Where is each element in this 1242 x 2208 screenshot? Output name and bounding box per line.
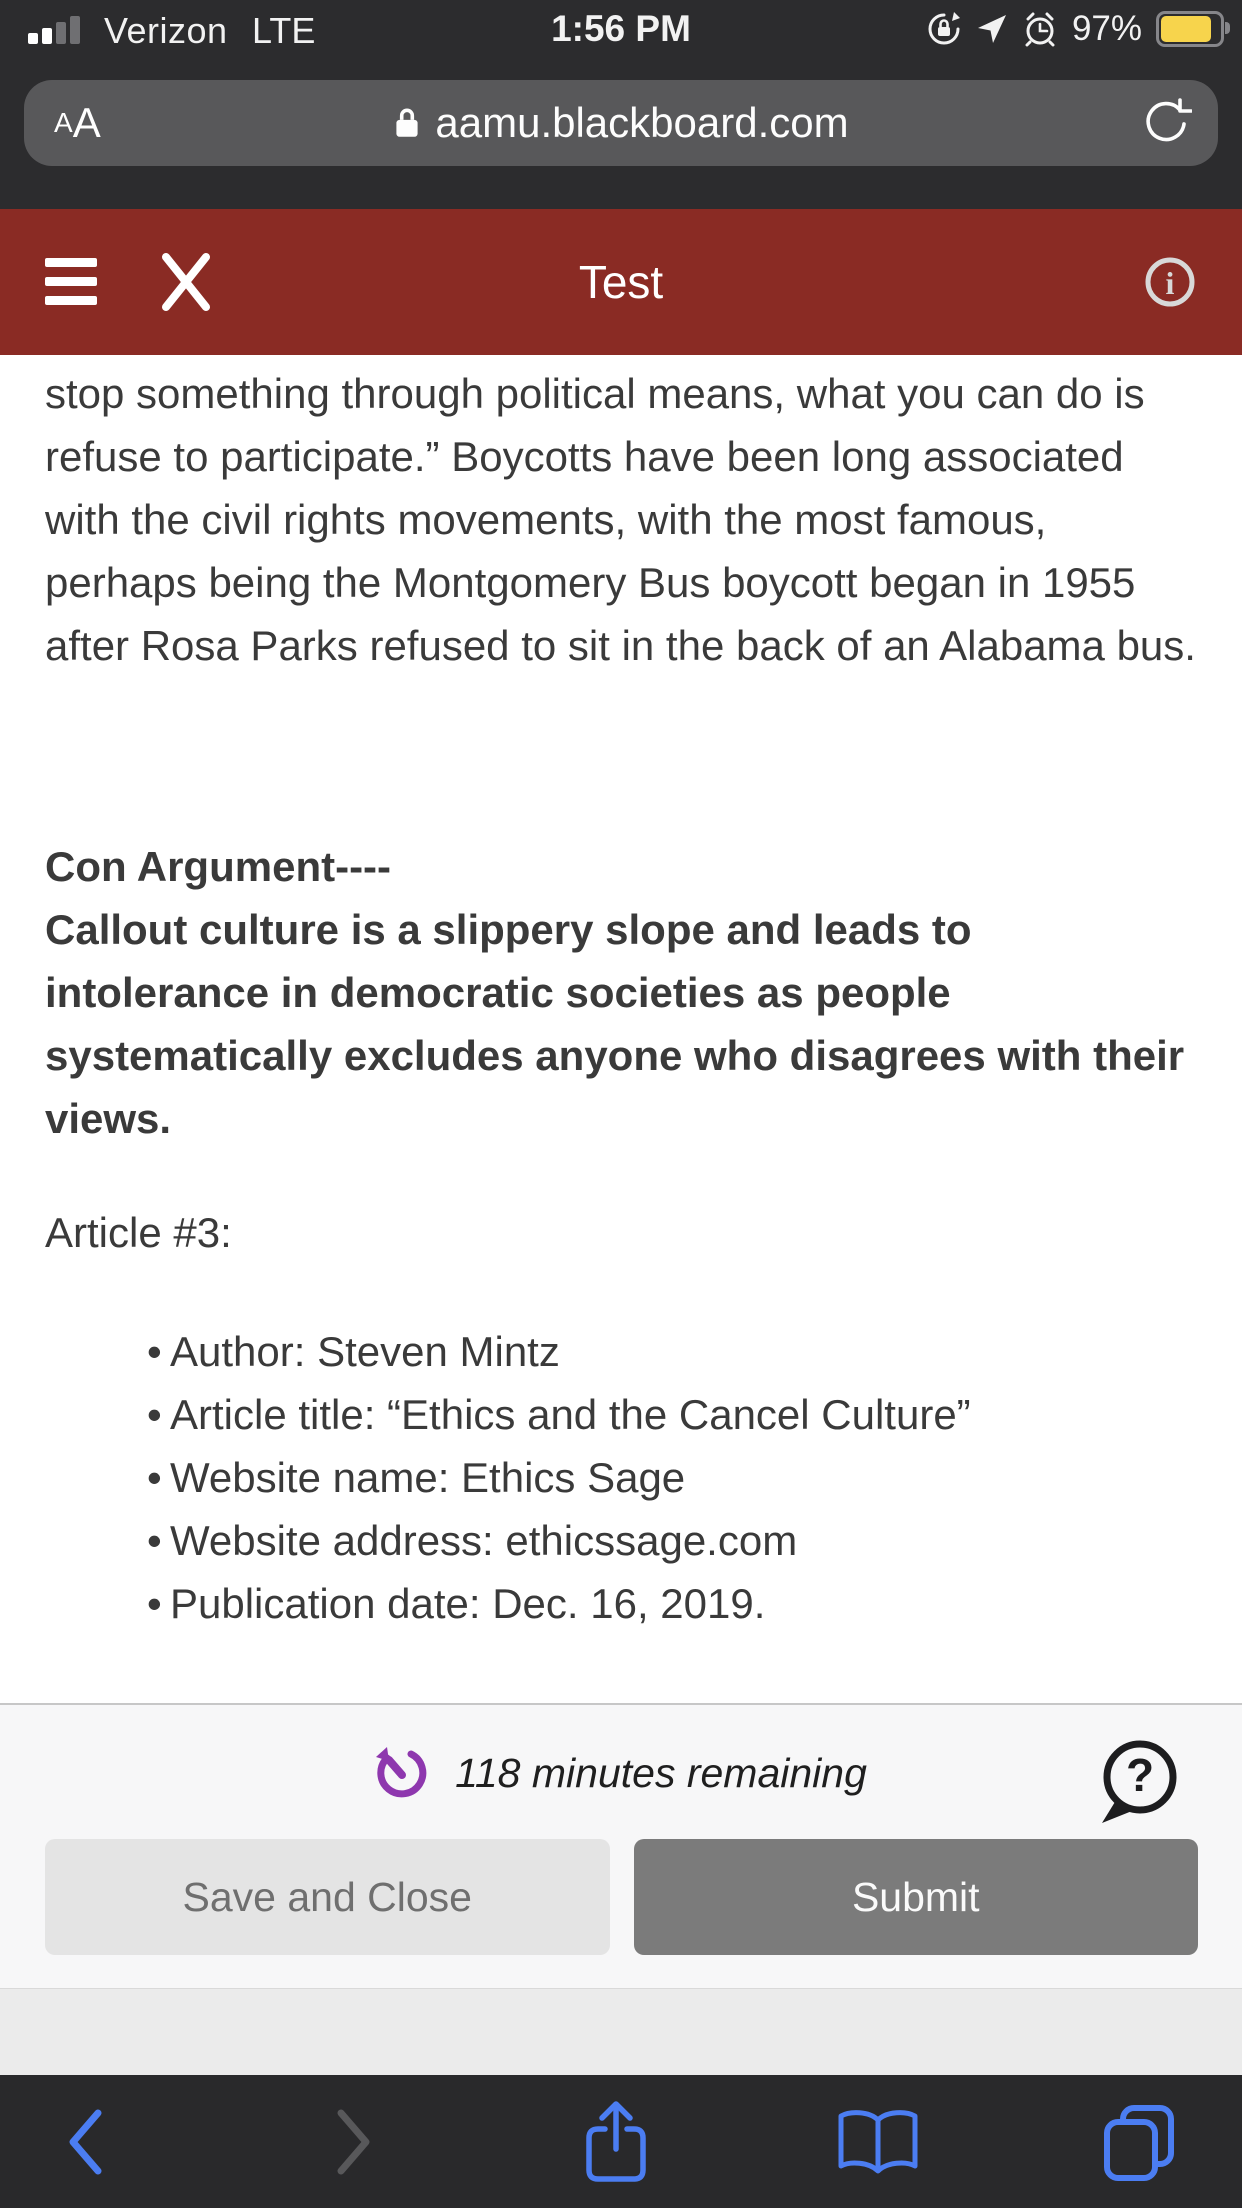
citation-author: Author: Steven Mintz — [170, 1328, 560, 1375]
page-title: Test — [578, 256, 664, 308]
status-bar — [0, 0, 1242, 58]
url-center — [24, 80, 1218, 166]
timer-row — [0, 1745, 1242, 1801]
timer-icon — [375, 1745, 427, 1801]
time-remaining-label: 118 minutes remaining — [455, 1749, 867, 1796]
citation-website-address: Website address: ethicssage.com — [170, 1517, 798, 1564]
reader-aa-large: A — [72, 99, 101, 146]
svg-text:?: ? — [1125, 1749, 1155, 1801]
test-footer-panel — [0, 1703, 1242, 1988]
battery-percent-label: 97% — [1071, 9, 1142, 48]
bullet-dot: • — [147, 1580, 162, 1627]
bullet-dot: • — [147, 1517, 162, 1564]
blackboard-header — [0, 209, 1242, 355]
bullet-dot: • — [147, 1454, 162, 1501]
tabs-icon[interactable] — [1079, 2075, 1199, 2208]
lock-icon — [393, 105, 421, 141]
back-chevron-icon[interactable] — [25, 2075, 145, 2208]
alarm-clock-icon — [1022, 11, 1058, 47]
test-content — [0, 355, 1242, 1703]
bullet-dot: • — [147, 1391, 162, 1438]
reload-icon[interactable] — [1142, 98, 1192, 148]
list-item — [45, 1383, 1200, 1446]
rotation-lock-icon — [926, 11, 962, 47]
article-label: Article #3: — [45, 1209, 232, 1256]
con-argument-heading: Con Argument---- — [45, 843, 392, 890]
list-item — [45, 1446, 1200, 1509]
list-item — [45, 1572, 1200, 1635]
clock-label: 1:56 PM — [551, 8, 691, 49]
citation-publication-date: Publication date: Dec. 16, 2019. — [170, 1580, 766, 1627]
con-argument-block — [45, 835, 1200, 1150]
share-icon[interactable] — [556, 2075, 676, 2208]
list-item — [45, 1320, 1200, 1383]
submit-button[interactable]: Submit — [634, 1839, 1199, 1955]
save-and-close-button[interactable]: Save and Close — [45, 1839, 610, 1955]
url-text: aamu.blackboard.com — [435, 99, 849, 146]
info-icon[interactable] — [1144, 256, 1196, 308]
network-type-label: LTE — [252, 10, 316, 51]
reader-aa-small: A — [54, 107, 73, 138]
list-item — [45, 1509, 1200, 1572]
svg-text:i: i — [1165, 265, 1175, 301]
browser-chrome — [0, 0, 1242, 209]
carrier-label: Verizon — [104, 10, 228, 51]
status-icons — [926, 8, 1224, 50]
bottom-spacer-strip — [0, 1988, 1242, 2075]
bookmarks-book-icon[interactable] — [818, 2075, 938, 2208]
article-citation-list — [45, 1320, 1200, 1635]
bullet-dot: • — [147, 1328, 162, 1375]
footer-buttons — [45, 1839, 1198, 1955]
help-question-bubble-icon[interactable] — [1092, 1735, 1184, 1827]
safari-toolbar — [0, 2075, 1242, 2208]
forward-chevron-icon[interactable] — [294, 2075, 414, 2208]
location-arrow-icon — [976, 13, 1008, 45]
con-argument-body: Callout culture is a slippery slope and leads to intolerance in democratic societies as people systematically excludes anyone who disagrees with their views. — [45, 906, 1185, 1142]
url-bar[interactable] — [24, 80, 1218, 166]
citation-website-name: Website name: Ethics Sage — [170, 1454, 686, 1501]
battery-icon — [1156, 11, 1224, 47]
citation-title: Article title: “Ethics and the Cancel Culture” — [170, 1391, 971, 1438]
essay-paragraph: stop something through political means, what you can do is refuse to participate.” Boycotts have been long associated with the civil rights movements, with the most famous, perhaps being the Montgomery Bus boycott began in 1955 after Rosa Parks refused to sit in the back of an Alabama bus. — [45, 370, 1196, 669]
